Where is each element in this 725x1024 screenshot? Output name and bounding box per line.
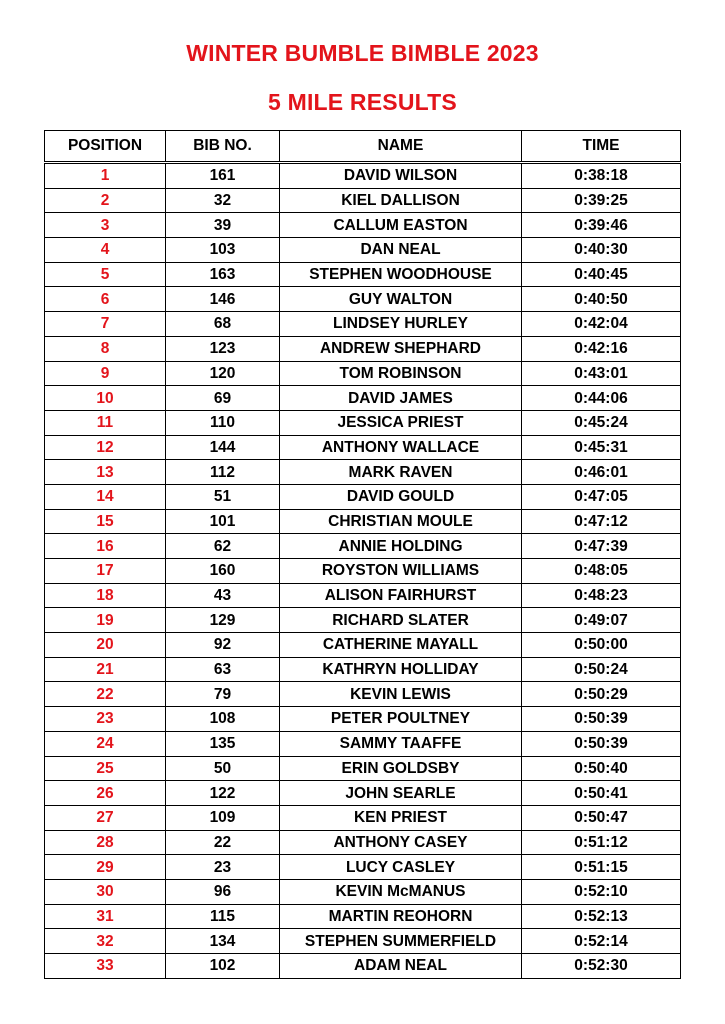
bib-cell: 39	[166, 213, 280, 238]
name-cell: KEVIN McMANUS	[280, 879, 522, 904]
time-cell: 0:44:06	[522, 386, 681, 411]
bib-cell: 23	[166, 855, 280, 880]
name-cell: STEPHEN WOODHOUSE	[280, 262, 522, 287]
table-row	[45, 904, 681, 929]
bib-cell: 146	[166, 287, 280, 312]
time-cell: 0:47:12	[522, 509, 681, 534]
position-cell: 23	[45, 707, 166, 732]
time-cell: 0:42:04	[522, 312, 681, 337]
bib-cell: 62	[166, 534, 280, 559]
position-cell: 22	[45, 682, 166, 707]
bib-cell: 123	[166, 336, 280, 361]
name-cell: ADAM NEAL	[280, 954, 522, 979]
position-cell: 11	[45, 410, 166, 435]
time-cell: 0:40:45	[522, 262, 681, 287]
name-cell: ERIN GOLDSBY	[280, 756, 522, 781]
bib-cell: 51	[166, 484, 280, 509]
name-cell: ANDREW SHEPHARD	[280, 336, 522, 361]
name-cell: KEN PRIEST	[280, 805, 522, 830]
bib-cell: 120	[166, 361, 280, 386]
name-cell: MARK RAVEN	[280, 460, 522, 485]
time-cell: 0:48:05	[522, 559, 681, 584]
position-cell: 26	[45, 781, 166, 806]
name-cell: DAN NEAL	[280, 238, 522, 263]
table-row	[45, 855, 681, 880]
position-cell: 6	[45, 287, 166, 312]
bib-cell: 122	[166, 781, 280, 806]
table-row	[45, 287, 681, 312]
position-cell: 24	[45, 731, 166, 756]
position-cell: 1	[45, 163, 166, 189]
time-cell: 0:52:30	[522, 954, 681, 979]
table-row	[45, 213, 681, 238]
table-row	[45, 657, 681, 682]
position-cell: 10	[45, 386, 166, 411]
results-table-body	[45, 163, 681, 979]
time-cell: 0:40:50	[522, 287, 681, 312]
table-row	[45, 805, 681, 830]
name-cell: RICHARD SLATER	[280, 608, 522, 633]
time-cell: 0:40:30	[522, 238, 681, 263]
position-cell: 15	[45, 509, 166, 534]
bib-cell: 68	[166, 312, 280, 337]
position-cell: 31	[45, 904, 166, 929]
time-cell: 0:43:01	[522, 361, 681, 386]
time-cell: 0:50:24	[522, 657, 681, 682]
results-table-header	[45, 131, 681, 163]
bib-cell: 163	[166, 262, 280, 287]
bib-cell: 22	[166, 830, 280, 855]
bib-cell: 144	[166, 435, 280, 460]
time-cell: 0:50:47	[522, 805, 681, 830]
table-row	[45, 929, 681, 954]
time-cell: 0:47:39	[522, 534, 681, 559]
table-row	[45, 608, 681, 633]
table-row	[45, 756, 681, 781]
table-row	[45, 707, 681, 732]
position-cell: 32	[45, 929, 166, 954]
position-cell: 25	[45, 756, 166, 781]
table-row	[45, 238, 681, 263]
table-row	[45, 361, 681, 386]
bib-cell: 102	[166, 954, 280, 979]
table-row	[45, 188, 681, 213]
time-cell: 0:50:39	[522, 707, 681, 732]
time-cell: 0:45:24	[522, 410, 681, 435]
name-cell: JOHN SEARLE	[280, 781, 522, 806]
position-cell: 3	[45, 213, 166, 238]
name-cell: KIEL DALLISON	[280, 188, 522, 213]
time-cell: 0:52:14	[522, 929, 681, 954]
position-cell: 2	[45, 188, 166, 213]
name-cell: SAMMY TAAFFE	[280, 731, 522, 756]
bib-cell: 103	[166, 238, 280, 263]
bib-cell: 101	[166, 509, 280, 534]
bib-cell: 161	[166, 163, 280, 189]
time-cell: 0:39:25	[522, 188, 681, 213]
name-cell: GUY WALTON	[280, 287, 522, 312]
position-cell: 8	[45, 336, 166, 361]
position-cell: 30	[45, 879, 166, 904]
name-cell: LINDSEY HURLEY	[280, 312, 522, 337]
bib-cell: 50	[166, 756, 280, 781]
time-cell: 0:50:00	[522, 633, 681, 658]
bib-cell: 79	[166, 682, 280, 707]
name-cell: DAVID JAMES	[280, 386, 522, 411]
bib-cell: 32	[166, 188, 280, 213]
table-row	[45, 484, 681, 509]
position-cell: 9	[45, 361, 166, 386]
time-cell: 0:52:10	[522, 879, 681, 904]
time-cell: 0:45:31	[522, 435, 681, 460]
table-row	[45, 460, 681, 485]
time-cell: 0:46:01	[522, 460, 681, 485]
time-cell: 0:52:13	[522, 904, 681, 929]
name-cell: ALISON FAIRHURST	[280, 583, 522, 608]
name-cell: ANNIE HOLDING	[280, 534, 522, 559]
table-row	[45, 954, 681, 979]
position-cell: 19	[45, 608, 166, 633]
table-row	[45, 633, 681, 658]
time-cell: 0:51:12	[522, 830, 681, 855]
bib-cell: 112	[166, 460, 280, 485]
name-cell: DAVID GOULD	[280, 484, 522, 509]
header-row	[45, 131, 681, 163]
position-cell: 21	[45, 657, 166, 682]
bib-cell: 108	[166, 707, 280, 732]
position-cell: 12	[45, 435, 166, 460]
name-cell: STEPHEN SUMMERFIELD	[280, 929, 522, 954]
time-cell: 0:42:16	[522, 336, 681, 361]
bib-cell: 92	[166, 633, 280, 658]
page-title: WINTER BUMBLE BIMBLE 2023	[186, 40, 539, 66]
name-cell: TOM ROBINSON	[280, 361, 522, 386]
table-row	[45, 435, 681, 460]
table-row	[45, 386, 681, 411]
header-position: POSITION	[45, 131, 166, 163]
table-row	[45, 163, 681, 189]
table-row	[45, 509, 681, 534]
position-cell: 18	[45, 583, 166, 608]
name-cell: CALLUM EASTON	[280, 213, 522, 238]
table-row	[45, 410, 681, 435]
results-table	[44, 130, 681, 979]
name-cell: KATHRYN HOLLIDAY	[280, 657, 522, 682]
bib-cell: 63	[166, 657, 280, 682]
time-cell: 0:50:40	[522, 756, 681, 781]
bib-cell: 96	[166, 879, 280, 904]
time-cell: 0:50:41	[522, 781, 681, 806]
position-cell: 27	[45, 805, 166, 830]
time-cell: 0:49:07	[522, 608, 681, 633]
name-cell: KEVIN LEWIS	[280, 682, 522, 707]
time-cell: 0:47:05	[522, 484, 681, 509]
bib-cell: 109	[166, 805, 280, 830]
name-cell: CATHERINE MAYALL	[280, 633, 522, 658]
table-row	[45, 879, 681, 904]
header-name: NAME	[280, 131, 522, 163]
time-cell: 0:50:39	[522, 731, 681, 756]
name-cell: PETER POULTNEY	[280, 707, 522, 732]
bib-cell: 134	[166, 929, 280, 954]
table-row	[45, 583, 681, 608]
table-row	[45, 830, 681, 855]
name-cell: DAVID WILSON	[280, 163, 522, 189]
bib-cell: 110	[166, 410, 280, 435]
position-cell: 7	[45, 312, 166, 337]
table-row	[45, 682, 681, 707]
name-cell: JESSICA PRIEST	[280, 410, 522, 435]
position-cell: 17	[45, 559, 166, 584]
table-row	[45, 731, 681, 756]
position-cell: 20	[45, 633, 166, 658]
time-cell: 0:38:18	[522, 163, 681, 189]
position-cell: 33	[45, 954, 166, 979]
header-bib-no: BIB NO.	[166, 131, 280, 163]
page-subtitle: 5 MILE RESULTS	[268, 89, 457, 115]
position-cell: 16	[45, 534, 166, 559]
bib-cell: 69	[166, 386, 280, 411]
position-cell: 13	[45, 460, 166, 485]
name-cell: ANTHONY CASEY	[280, 830, 522, 855]
position-cell: 29	[45, 855, 166, 880]
table-row	[45, 336, 681, 361]
time-cell: 0:51:15	[522, 855, 681, 880]
table-row	[45, 534, 681, 559]
bib-cell: 43	[166, 583, 280, 608]
table-row	[45, 312, 681, 337]
name-cell: ROYSTON WILLIAMS	[280, 559, 522, 584]
bib-cell: 160	[166, 559, 280, 584]
table-row	[45, 559, 681, 584]
position-cell: 14	[45, 484, 166, 509]
bib-cell: 135	[166, 731, 280, 756]
time-cell: 0:48:23	[522, 583, 681, 608]
bib-cell: 129	[166, 608, 280, 633]
name-cell: MARTIN REOHORN	[280, 904, 522, 929]
position-cell: 5	[45, 262, 166, 287]
table-row	[45, 781, 681, 806]
position-cell: 4	[45, 238, 166, 263]
header-time: TIME	[522, 131, 681, 163]
bib-cell: 115	[166, 904, 280, 929]
name-cell: ANTHONY WALLACE	[280, 435, 522, 460]
table-row	[45, 262, 681, 287]
position-cell: 28	[45, 830, 166, 855]
time-cell: 0:50:29	[522, 682, 681, 707]
name-cell: CHRISTIAN MOULE	[280, 509, 522, 534]
name-cell: LUCY CASLEY	[280, 855, 522, 880]
time-cell: 0:39:46	[522, 213, 681, 238]
